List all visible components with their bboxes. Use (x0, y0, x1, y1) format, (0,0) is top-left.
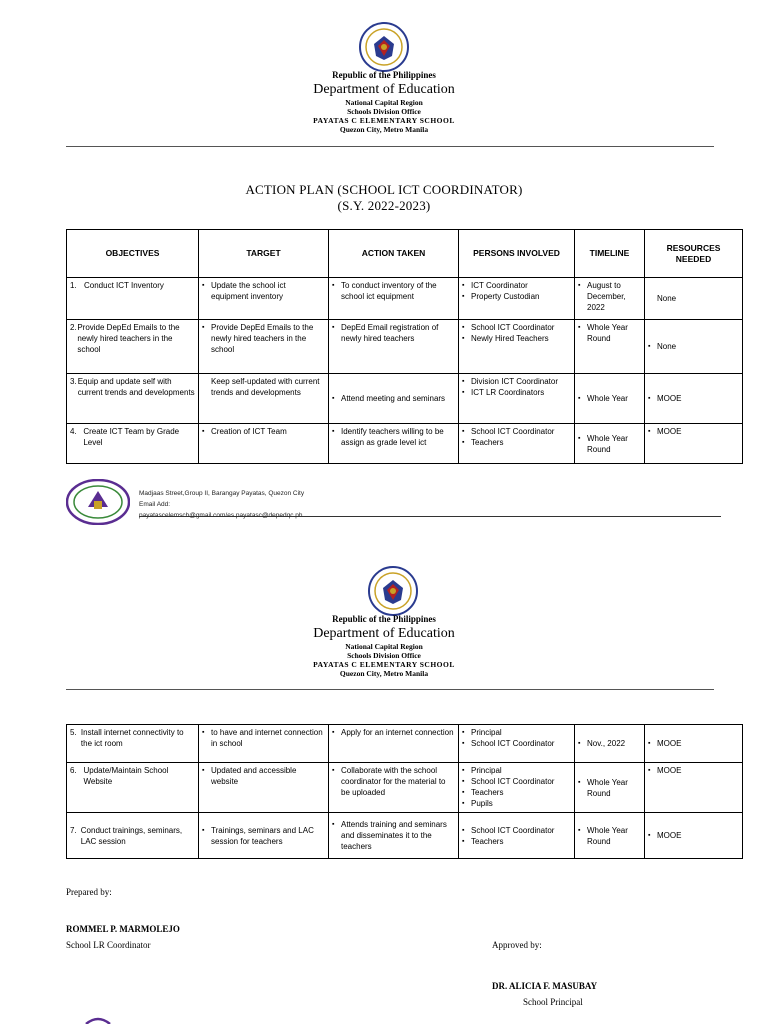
table-row (67, 374, 743, 424)
target-cell: ▪ Trainings, seminars and LAC session for teachers (199, 813, 329, 859)
prepared-by-role: School LR Coordinator (66, 940, 151, 950)
school-name: PAYATAS C ELEMENTARY SCHOOL (313, 660, 455, 669)
school-logo (66, 1016, 130, 1024)
resources-cell: ▪ MOOE (645, 424, 743, 464)
persons-cell: ▪ School ICT Coordinator ▪ Newly Hired Teachers (459, 320, 575, 374)
objective-cell: 3. Equip and update self with current trends and developments (67, 374, 199, 424)
action-plan-table-continued (66, 724, 743, 859)
target-cell: ▪ Creation of ICT Team (199, 424, 329, 464)
objective-cell: 6. Update/Maintain School Website (67, 763, 199, 813)
footer-divider (139, 516, 721, 517)
target-cell: ▪ Updated and accessible website (199, 763, 329, 813)
department-name: Department of Education (313, 626, 455, 641)
letterhead (0, 614, 768, 678)
approved-by-label: Approved by: (492, 940, 542, 950)
school-name: PAYATAS C ELEMENTARY SCHOOL (313, 116, 455, 125)
objective-cell: 2. Provide DepEd Emails to the newly hired teachers in the school (67, 320, 199, 374)
header-divider (66, 146, 714, 147)
resources-cell: ▪ MOOE (645, 763, 743, 813)
timeline-cell: ▪ Whole Year Round (575, 763, 645, 813)
school-address: Madjaas Street,Group II, Barangay Payatas, Quezon City (139, 490, 305, 497)
timeline-cell: ▪ August to December, 2022 (575, 278, 645, 320)
header-resources-needed: RESOURCES NEEDED (645, 230, 743, 278)
timeline-cell: ▪ Whole Year Round (575, 424, 645, 464)
timeline-cell: ▪ Whole Year Round (575, 813, 645, 859)
objective-cell: 5. Install internet connectivity to the ict room (67, 725, 199, 763)
table-row (67, 763, 743, 813)
resources-cell: ▪ MOOE (645, 813, 743, 859)
table-row (67, 320, 743, 374)
persons-cell: ▪ Principal ▪ School ICT Coordinator (459, 725, 575, 763)
action-cell: ▪ Attends training and seminars and disseminates it to the teachers (329, 813, 459, 859)
approved-by-role: School Principal (523, 997, 583, 1007)
department-name: Department of Education (313, 82, 455, 97)
target-cell: ▪ to have and internet connection in school (199, 725, 329, 763)
deped-seal (359, 22, 409, 72)
timeline-cell: ▪ Whole Year Round (575, 320, 645, 374)
persons-cell: ▪ Division ICT Coordinator ▪ ICT LR Coordinators (459, 374, 575, 424)
resources-cell: ▪ None (645, 320, 743, 374)
persons-cell: ▪ School ICT Coordinator ▪ Teachers (459, 813, 575, 859)
target-cell: Keep self-updated with current trends and developments (199, 374, 329, 424)
resources-cell: None (645, 278, 743, 320)
persons-cell: ▪ Principal ▪ School ICT Coordinator ▪ Teachers ▪ Pupils (459, 763, 575, 813)
timeline-cell: ▪ Nov., 2022 (575, 725, 645, 763)
header-divider (66, 689, 714, 690)
target-cell: ▪ Provide DepEd Emails to the newly hired teachers in the school (199, 320, 329, 374)
header-action-taken: ACTION TAKEN (329, 230, 459, 278)
table-row (67, 278, 743, 320)
school-logo (66, 479, 130, 525)
action-cell: ▪ To conduct inventory of the school ict equipment (329, 278, 459, 320)
region-line: National Capital Region (345, 642, 423, 651)
header-timeline: TIMELINE (575, 230, 645, 278)
city-line: Quezon City, Metro Manila (339, 669, 429, 678)
persons-cell: ▪ ICT Coordinator ▪ Property Custodian (459, 278, 575, 320)
division-line: Schools Division Office (347, 107, 421, 116)
region-line: National Capital Region (345, 98, 423, 107)
title-line-1: ACTION PLAN (SCHOOL ICT COORDINATOR) (245, 182, 523, 197)
table-row (67, 424, 743, 464)
title-line-2: (S.Y. 2022-2023) (337, 198, 431, 213)
school-email[interactable]: payatascelemsch@gmail.com/es.payatasc@depedqc.ph (139, 512, 303, 519)
division-line: Schools Division Office (347, 651, 421, 660)
header-objectives: OBJECTIVES (67, 230, 199, 278)
action-cell: ▪ Apply for an internet connection (329, 725, 459, 763)
action-cell: ▪ DepEd Email registration of newly hired teachers (329, 320, 459, 374)
header-persons-involved: PERSONS INVOLVED (459, 230, 575, 278)
objective-cell: 1. Conduct ICT Inventory (67, 278, 199, 320)
email-label: Email Add: (139, 501, 171, 508)
timeline-cell: ▪ Whole Year (575, 374, 645, 424)
header-target: TARGET (199, 230, 329, 278)
prepared-by-name: ROMMEL P. MARMOLEJO (66, 924, 180, 934)
persons-cell: ▪ School ICT Coordinator ▪ Teachers (459, 424, 575, 464)
objective-cell: 7. Conduct trainings, seminars, LAC session (67, 813, 199, 859)
republic-line: Republic of the Philippines (332, 70, 436, 80)
action-plan-table (66, 229, 743, 464)
action-cell: ▪ Attend meeting and seminars (329, 374, 459, 424)
document-title (0, 182, 768, 214)
table-row (67, 725, 743, 763)
republic-line: Republic of the Philippines (332, 614, 436, 624)
resources-cell: ▪ MOOE (645, 725, 743, 763)
target-cell: ▪ Update the school ict equipment inventory (199, 278, 329, 320)
approved-by-name: DR. ALICIA F. MASUBAY (492, 981, 598, 991)
action-cell: ▪ Collaborate with the school coordinator for the material to be uploaded (329, 763, 459, 813)
deped-seal (368, 566, 418, 616)
prepared-by-label: Prepared by: (66, 887, 112, 897)
table-header-row (67, 230, 743, 278)
objective-cell: 4. Create ICT Team by Grade Level (67, 424, 199, 464)
city-line: Quezon City, Metro Manila (339, 125, 429, 134)
table-row (67, 813, 743, 859)
action-cell: ▪ Identify teachers willing to be assign as grade level ict (329, 424, 459, 464)
letterhead (0, 70, 768, 134)
resources-cell: ▪ MOOE (645, 374, 743, 424)
